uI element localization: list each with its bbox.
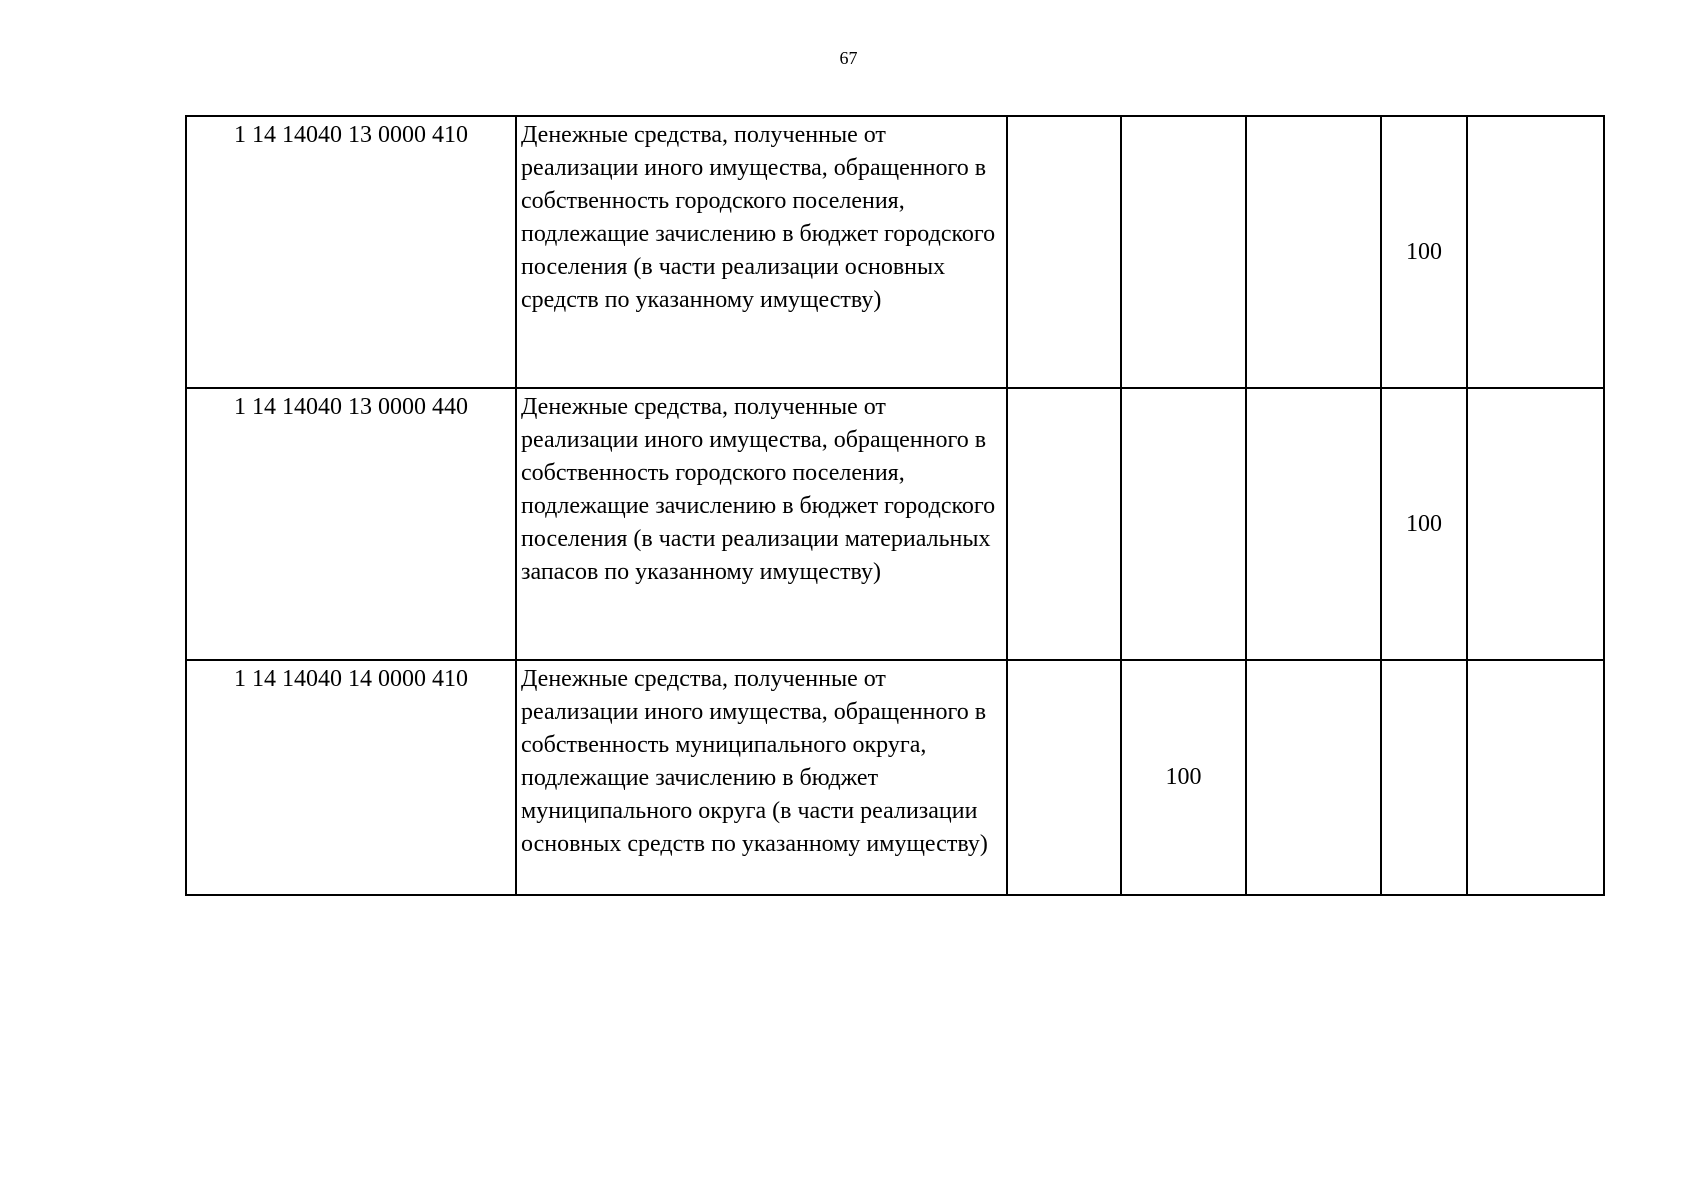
value-cell-col4 (1121, 116, 1246, 388)
value-cell-col6 (1381, 660, 1467, 895)
revenue-code-cell: 1 14 14040 13 0000 410 (186, 116, 516, 388)
revenue-code-cell: 1 14 14040 13 0000 440 (186, 388, 516, 660)
value-cell-col6: 100 (1381, 116, 1467, 388)
revenue-description-cell: Денежные средства, полученные от реализации иного имущества, обращенного в собственность муниципального округа, подлежащие зачислению в бюджет муниципального округа (в части реализации основных средств по указанному имуществу) (516, 660, 1007, 895)
revenue-code-cell: 1 14 14040 14 0000 410 (186, 660, 516, 895)
value-cell-col3 (1007, 660, 1121, 895)
page-number: 67 (839, 48, 858, 68)
table-row (186, 116, 1604, 388)
value-cell-col3 (1007, 388, 1121, 660)
revenue-description-cell: Денежные средства, полученные от реализации иного имущества, обращенного в собственность городского поселения, подлежащие зачислению в бюджет городского поселения (в части реализации основных средств по указанному имуществу) (516, 116, 1007, 388)
value-cell-col7 (1467, 660, 1604, 895)
value-cell-col5 (1246, 388, 1381, 660)
table-row (186, 388, 1604, 660)
revenue-description-cell: Денежные средства, полученные от реализации иного имущества, обращенного в собственность городского поселения, подлежащие зачислению в бюджет городского поселения (в части реализации материальных запасов по указанному имуществу) (516, 388, 1007, 660)
value-cell-col5 (1246, 660, 1381, 895)
value-cell-col6: 100 (1381, 388, 1467, 660)
value-cell-col3 (1007, 116, 1121, 388)
value-cell-col4: 100 (1121, 660, 1246, 895)
revenue-distribution-table (185, 115, 1605, 896)
table-row (186, 660, 1604, 895)
value-cell-col5 (1246, 116, 1381, 388)
value-cell-col4 (1121, 388, 1246, 660)
value-cell-col7 (1467, 388, 1604, 660)
value-cell-col7 (1467, 116, 1604, 388)
